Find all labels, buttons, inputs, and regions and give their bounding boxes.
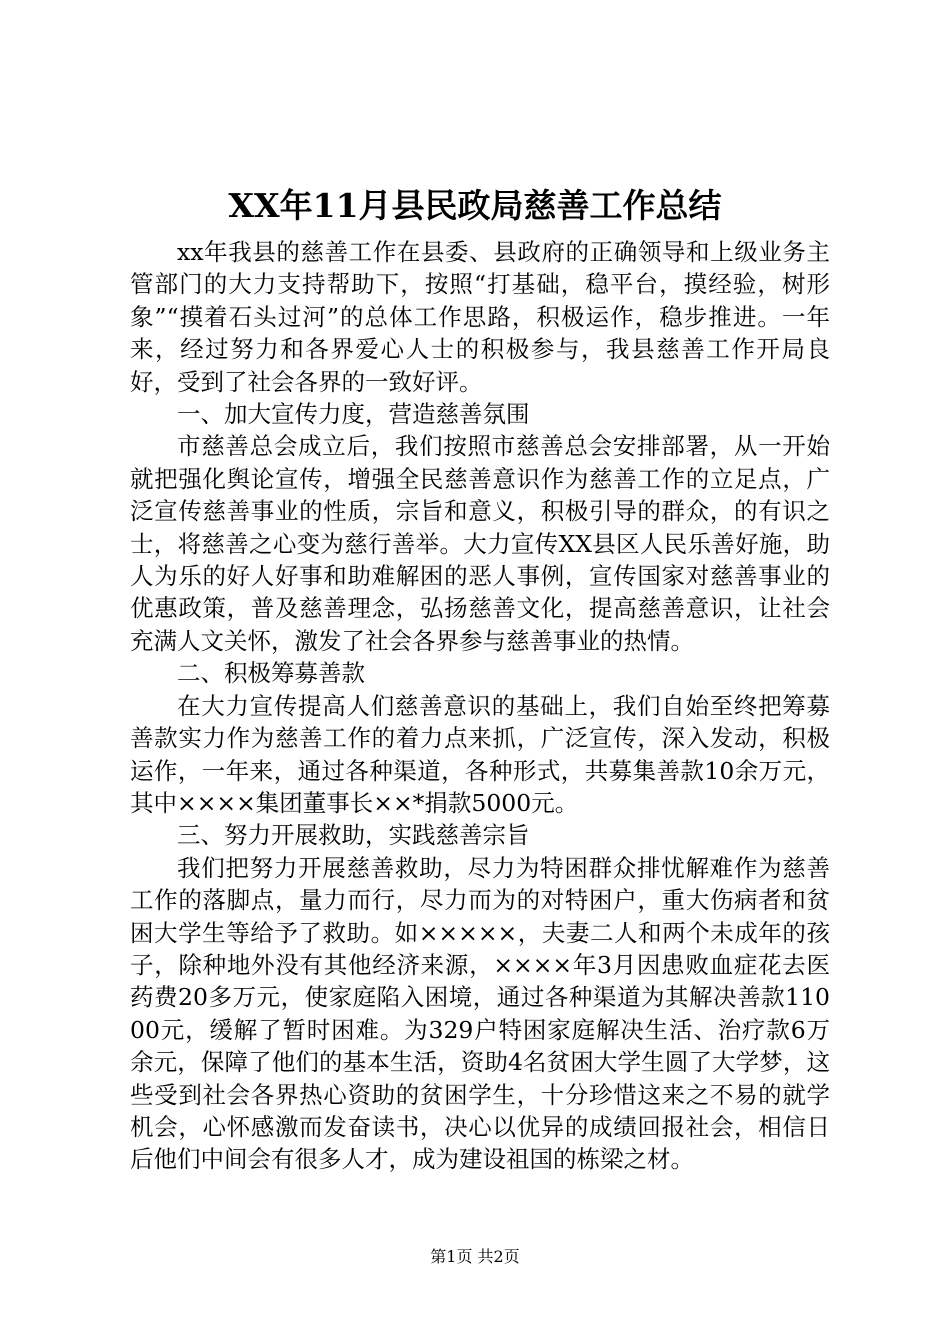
section-1-paragraph: 市慈善总会成立后，我们按照市慈善总会安排部署，从一开始就把强化舆论宣传，增强全民慈善意识作为慈善工作的立足点，广泛宣传慈善事业的性质，宗旨和意义，积极引导的群众，的有识之士，将慈善之心变为慈行善举。大力宣传XX县区人民乐善好施，助人为乐的好人好事和助难解困的恶人事例，宣传国家对慈善事业的优惠政策，普及慈善理念，弘扬慈善文化，提高慈善意识，让社会充满人文关怀，激发了社会各界参与慈善事业的热情。	[130, 432, 830, 655]
section-heading-1: 一、加大宣传力度，营造慈善氛围	[177, 400, 530, 429]
section-3-paragraph: 我们把努力开展慈善救助，尽力为特困群众排忧解难作为慈善工作的落脚点，量力而行，尽力而为的对特困户，重大伤病者和贫困大学生等给予了救助。如×××××，夫妻二人和两个未成年的孩子，除种地外没有其他经济来源，××××年3月因患败血症花去医药费20多万元，使家庭陷入困境，通过各种渠道为其解决善款11000元，缓解了暂时困难。为329户特困家庭解决生活、治疗款6万余元，保障了他们的基本生活，资助4名贫困大学生圆了大学梦，这些受到社会各界热心资助的贫困学生，十分珍惜这来之不易的就学机会，心怀感激而发奋读书，决心以优异的成绩回报社会，相信日后他们中间会有很多人才，成为建设祖国的栋梁之材。	[130, 853, 830, 1174]
section-2-paragraph: 在大力宣传提高人们慈善意识的基础上，我们自始至终把筹募善款实力作为慈善工作的着力点来抓，广泛宣传，深入发动，积极运作，一年来，通过各种渠道，各种形式，共募集善款10余万元，其中××××集团董事长××*捐款5000元。	[130, 691, 830, 817]
section-heading-3: 三、努力开展救助，实践慈善宗旨	[177, 821, 530, 850]
document-title: XX年11月县民政局慈善工作总结	[228, 186, 722, 225]
document-body	[130, 236, 830, 1176]
page-footer: 第1页 共2页	[430, 1247, 520, 1266]
intro-paragraph: xx年我县的慈善工作在县委、县政府的正确领导和上级业务主管部门的大力支持帮助下，按照“打基础，稳平台，摸经验，树形象”“摸着石头过河”的总体工作思路，积极运作，稳步推进。一年来，经过努力和各界爱心人士的积极参与，我县慈善工作开局良好，受到了社会各界的一致好评。	[130, 238, 830, 396]
section-heading-2: 二、积极筹募善款	[177, 659, 365, 688]
